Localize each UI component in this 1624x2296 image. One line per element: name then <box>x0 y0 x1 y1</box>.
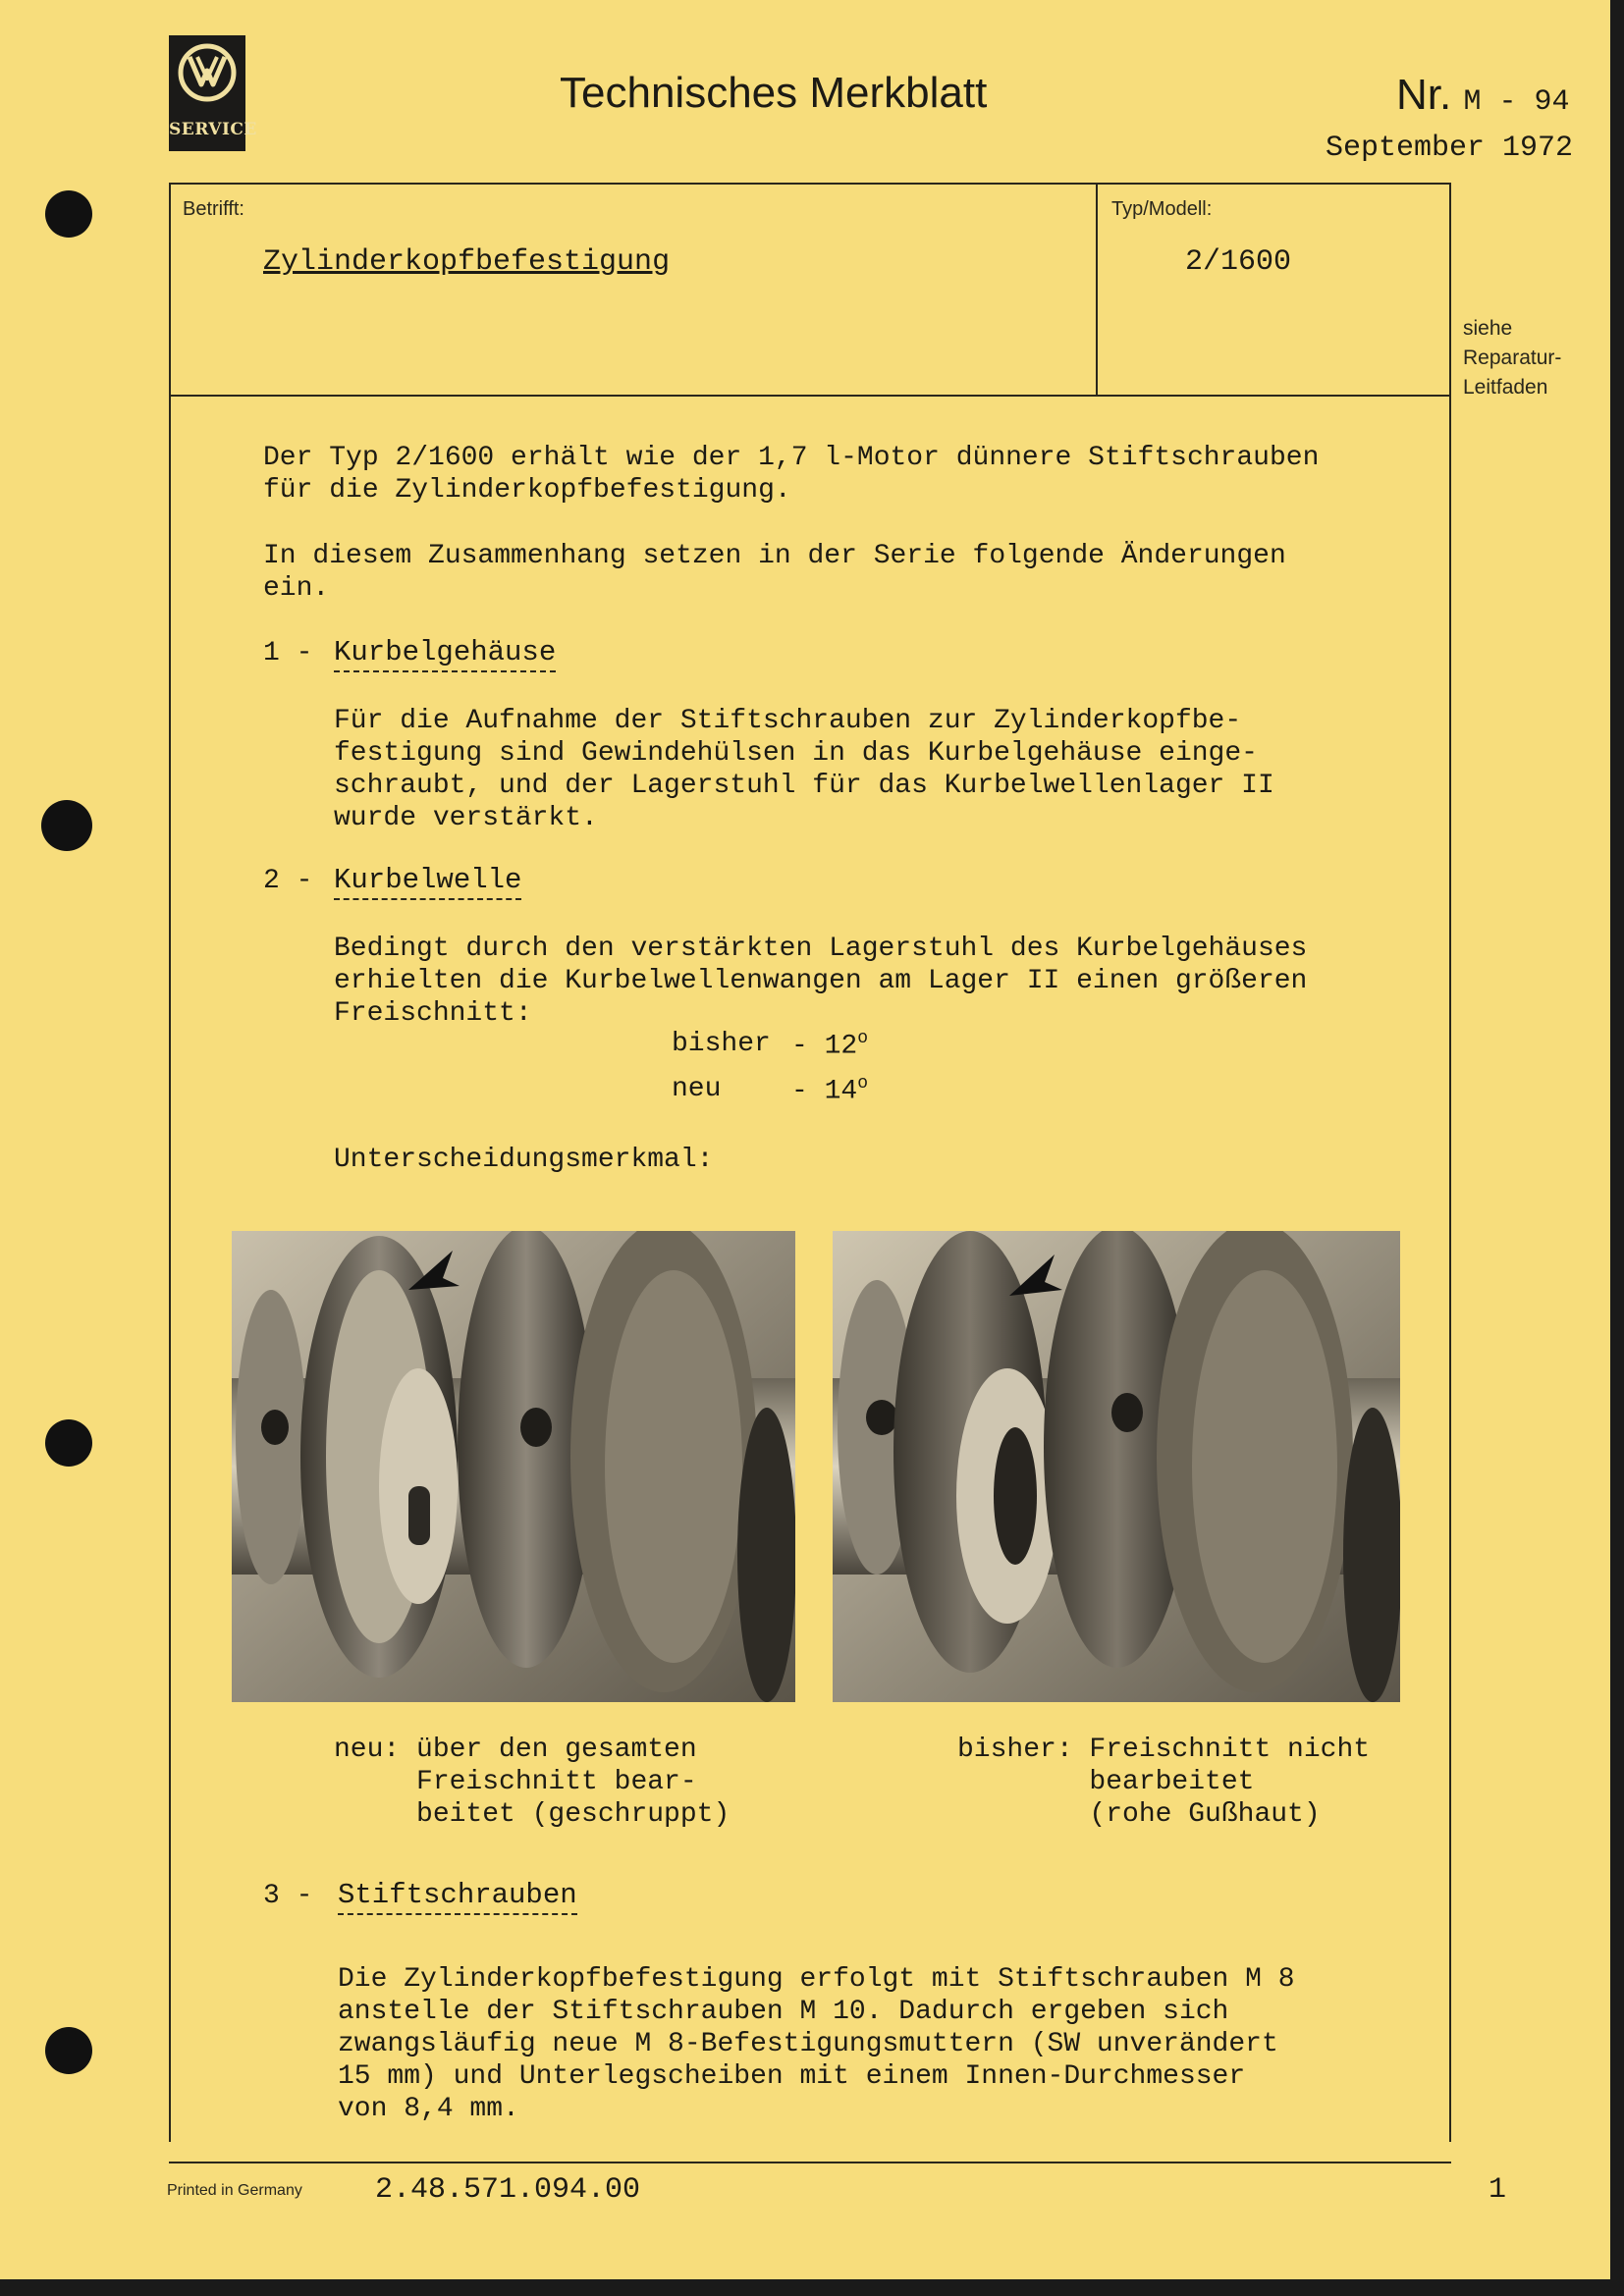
feature-label: Unterscheidungsmerkmal: <box>334 1145 714 1175</box>
printed-in-germany: Printed in Germany <box>167 2182 302 2199</box>
section-1-title: Kurbelgehäuse <box>334 636 556 672</box>
box-top-line <box>169 183 1451 185</box>
caption-new: neu: über den gesamten Freischnitt bear- beitet (geschruppt) <box>334 1735 731 1830</box>
model-value: 2/1600 <box>1185 245 1292 279</box>
nr-value: M - 94 <box>1463 85 1570 119</box>
box-divider-line <box>1096 183 1098 395</box>
crankshaft-photo-old <box>833 1231 1400 1702</box>
box-header-bottom-line <box>169 395 1451 397</box>
caption-old: bisher: Freischnitt nicht bearbeitet (rohe Gußhaut) <box>957 1735 1371 1830</box>
nr-label: Nr. <box>1396 71 1452 119</box>
section-1-number: 1 - <box>263 638 313 668</box>
box-bottom-line <box>169 2162 1451 2163</box>
section-3-title: Stiftschrauben <box>338 1879 577 1915</box>
subject-value: Zylinderkopfbefestigung <box>263 245 671 279</box>
section-2-number: 2 - <box>263 866 313 896</box>
document-code: 2.48.571.094.00 <box>375 2173 641 2207</box>
logo-text: SERVICE <box>169 120 257 139</box>
box-left-line <box>169 183 171 2142</box>
see-also-note: siehe Reparatur- Leitfaden <box>1463 317 1562 399</box>
section-2-text: Bedingt durch den verstärkten Lagerstuhl des Kurbelgehäuses erhielten die Kurbelwellenwangen am Lager II einen größeren Freischnitt: <box>334 934 1308 1029</box>
section-3-number: 3 - <box>263 1881 313 1911</box>
subject-label: Betrifft: <box>183 198 244 220</box>
page-number: 1 <box>1489 2173 1507 2207</box>
section-2-title: Kurbelwelle <box>334 864 521 900</box>
section-1-text: Für die Aufnahme der Stiftschrauben zur Zylinderkopfbe- festigung sind Gewindehülsen in das Kurbelgehäuse einge- schraubt, und der Lagerstuhl für das Kurbelwellenlager II wurde verstärkt. <box>334 706 1274 833</box>
section-3-text: Die Zylinderkopfbefestigung erfolgt mit Stiftschrauben M 8 anstelle der Stiftschrauben M 10. Dadurch ergeben sich zwangsläufig neue M 8-Befestigungsmuttern (SW unverändert 15 mm) und Unterlegscheiben mit einem Innen-Durchmesser von 8,4 mm. <box>338 1964 1295 2124</box>
punch-hole-4 <box>45 2027 92 2074</box>
document-number <box>1396 71 1570 120</box>
crankshaft-photo-new <box>232 1231 795 1702</box>
intro-paragraph: Der Typ 2/1600 erhält wie der 1,7 l-Motor dünnere Stiftschrauben für die Zylinderkopfbefestigung. <box>263 443 1320 506</box>
angle-value-neu: - 14$^o$ <box>791 1074 869 1107</box>
punch-hole-3 <box>45 1419 92 1467</box>
angle-label-bisher: bisher <box>672 1029 771 1059</box>
punch-hole-2 <box>41 800 92 851</box>
vw-service-logo <box>169 35 257 151</box>
angle-label-neu: neu <box>672 1074 722 1104</box>
document-title: Technisches Merkblatt <box>560 69 988 117</box>
intro-paragraph-2: In diesem Zusammenhang setzen in der Serie folgende Änderungen ein. <box>263 541 1286 604</box>
vw-emblem-icon <box>176 41 239 104</box>
box-right-line <box>1449 183 1451 2142</box>
model-label: Typ/Modell: <box>1111 198 1213 220</box>
document-date: September 1972 <box>1326 132 1574 165</box>
angle-value-bisher: - 12$^o$ <box>791 1029 869 1062</box>
punch-hole-1 <box>45 190 92 238</box>
